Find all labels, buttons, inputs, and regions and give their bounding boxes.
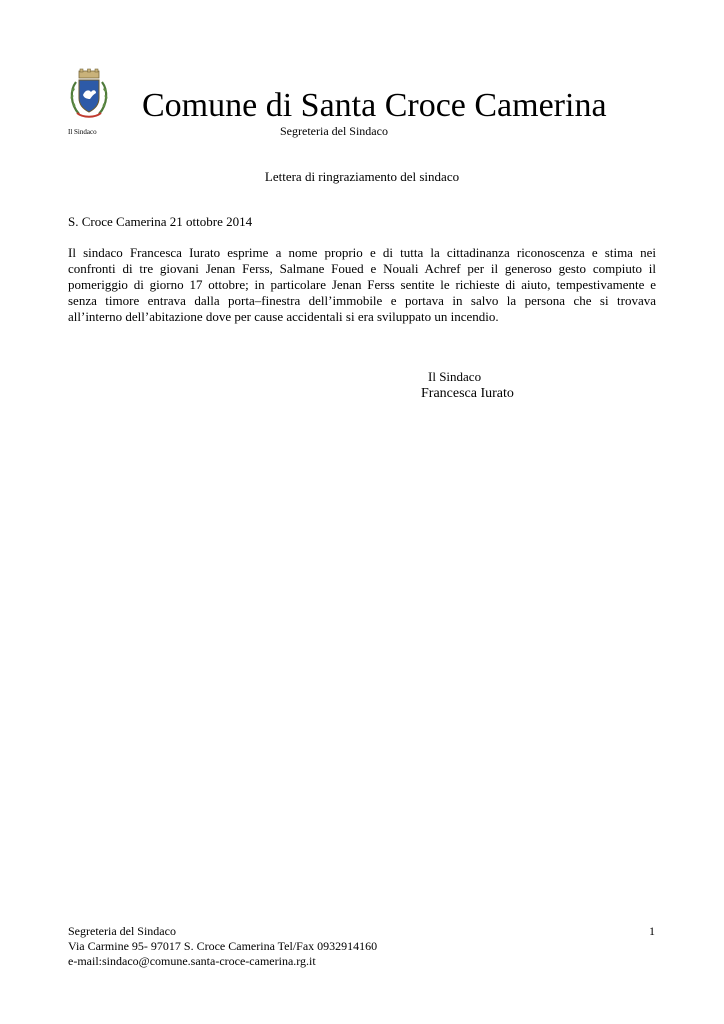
page-number: 1	[649, 924, 655, 938]
footer	[68, 924, 377, 969]
footer-office: Segreteria del Sindaco	[68, 924, 176, 938]
letter-dateline: S. Croce Camerina 21 ottobre 2014	[68, 214, 253, 229]
municipality-title: Comune di Santa Croce Camerina	[142, 87, 607, 124]
municipal-crest-icon	[67, 68, 111, 120]
footer-address: Via Carmine 95- 97017 S. Croce Camerina Tel/Fax 0932914160	[68, 939, 378, 953]
body-line: Il sindaco Francesca Iurato esprime a nome proprio e di tutta la cittadinanza riconoscenza e stima nei	[68, 245, 656, 260]
office-subtitle: Segreteria del Sindaco	[280, 124, 388, 138]
crest-caption: Il Sindaco	[68, 128, 97, 136]
body-line: confronti di tre giovani Jenan Ferss, Salmane Foued e Nouali Achref per il generoso gesto compiuto il	[68, 261, 656, 276]
signature-name: Francesca Iurato	[421, 386, 514, 401]
body-line: senza timore entrava dalla porta–finestra dell’immobile e portava in salvo la persona che si trovava	[68, 293, 656, 308]
footer-email: e-mail:sindaco@comune.santa-croce-camerina.rg.it	[68, 954, 316, 968]
body-line: pomeriggio di giorno 17 ottobre; in particolare Jenan Ferss sentite le richieste di aiuto, tempestivamente e	[68, 277, 656, 292]
signature-title: Il Sindaco	[428, 369, 482, 384]
letter-heading: Lettera di ringraziamento del sindaco	[264, 169, 460, 184]
body-line: all’interno dell’abitazione dove per cause accidentali si era sviluppato un incendio.	[68, 309, 499, 324]
letter-body	[68, 245, 656, 325]
